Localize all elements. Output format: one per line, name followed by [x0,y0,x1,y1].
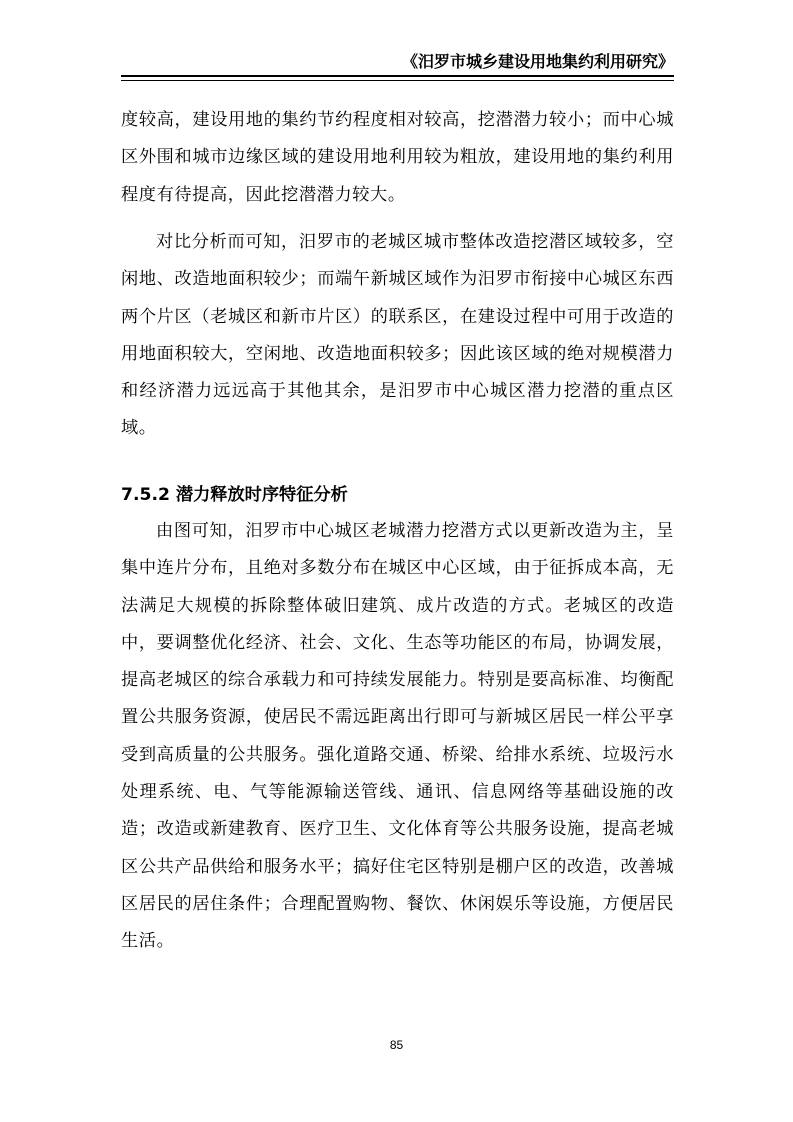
body-paragraph-1: 度较高，建设用地的集约节约程度相对较高，挖潜潜力较小；而中心城区外围和城市边缘区域的建设用地利用较为粗放，建设用地的集约利用程度有待提高，因此挖潜潜力较大。 [121,110,674,205]
header-rule-thick [121,75,674,77]
running-header-title: 《汨罗市城乡建设用地集约利用研究》 [401,52,674,71]
page-number: 85 [389,1038,404,1052]
body-paragraph-3: 由图可知，汨罗市中心城区老城潜力挖潜方式以更新改造为主，呈集中连片分布，且绝对多数分布在城区中心区域，由于征拆成本高，无法满足大规模的拆除整体破旧建筑、成片改造的方式。老城区的改造中，要调整优化经济、社会、文化、生态等功能区的布局，协调发展，提高老城区的综合承载力和可持续发展能力。特别是要高标准、均衡配置公共服务资源，使居民不需远距离出行即可与新城区居民一样公平享受到高质量的公共服务。强化道路交通、桥梁、给排水系统、垃圾污水处理系统、电、气等能源输送管线、通讯、信息网络等基础设施的改造；改造或新建教育、医疗卫生、文化体育等公共服务设施，提高老城区公共产品供给和服务水平；搞好住宅区特别是棚户区的改造，改善城区居民的居住条件；合理配置购物、餐饮、休闲娱乐等设施，方便居民生活。 [121,521,674,952]
body-paragraph-2: 对比分析而可知，汨罗市的老城区城市整体改造挖潜区域较多，空闲地、改造地面积较少；而端午新城区域作为汨罗市衔接中心城区东西两个片区（老城区和新市片区）的联系区，在建设过程中可用于改造的用地面积较大，空闲地、改造地面积较多；因此该区域的绝对规模潜力和经济潜力远远高于其他其余，是汨罗市中心城区潜力挖潜的重点区域。 [121,232,674,439]
section-heading: 7.5.2 潜力释放时序特征分析 [121,485,348,505]
header-rule-thin [121,80,674,81]
